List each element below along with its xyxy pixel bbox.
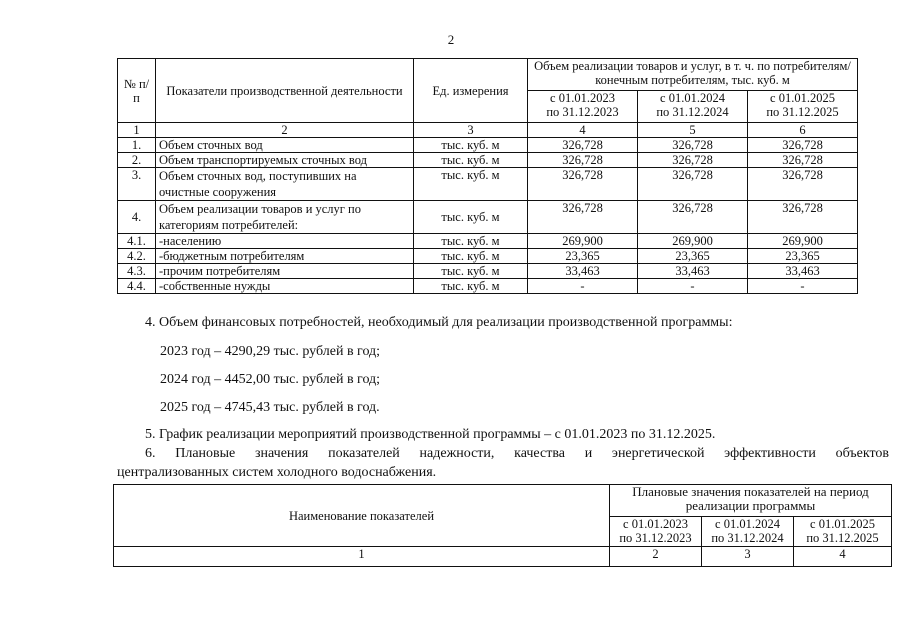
- row-num: 3.: [118, 168, 156, 201]
- table-row: [118, 153, 858, 168]
- row-unit: тыс. куб. м: [414, 153, 528, 168]
- row-name: Объем сточных вод, поступивших на очистные сооружения: [156, 168, 414, 201]
- table-row: [118, 138, 858, 153]
- row-value: 33,463: [528, 264, 638, 279]
- header-period-2023: с 01.01.2023 по 31.12.2023: [528, 91, 638, 123]
- section-6-line-2: централизованных систем холодного водоснабжения.: [117, 465, 437, 480]
- row-value: 326,728: [748, 138, 858, 153]
- section-5-text: 5. График реализации мероприятий производственной программы – с 01.01.2023 по 31.12.2025.: [145, 427, 716, 442]
- col-number: 4: [528, 123, 638, 138]
- row-name: Объем транспортируемых сточных вод: [156, 153, 414, 168]
- financial-need-2025: 2025 год – 4745,43 тыс. рублей в год.: [160, 400, 380, 415]
- row-name: -собственные нужды: [156, 279, 414, 294]
- row-num: 4.2.: [118, 249, 156, 264]
- header-period-2025: с 01.01.2025 по 31.12.2025: [794, 517, 892, 547]
- row-value: 326,728: [748, 201, 858, 234]
- row-unit: тыс. куб. м: [414, 264, 528, 279]
- table-row: [118, 234, 858, 249]
- row-unit: тыс. куб. м: [414, 249, 528, 264]
- row-name: -прочим потребителям: [156, 264, 414, 279]
- col-number: 2: [156, 123, 414, 138]
- row-value: 23,365: [528, 249, 638, 264]
- row-name: Объем сточных вод: [156, 138, 414, 153]
- col-number: 6: [748, 123, 858, 138]
- header-indicator: Показатели производственной деятельности: [156, 59, 414, 123]
- production-indicators-table: [117, 58, 858, 294]
- col-number: 1: [114, 547, 610, 567]
- table-row: [118, 249, 858, 264]
- row-num: 4.: [118, 201, 156, 234]
- row-value: 269,900: [748, 234, 858, 249]
- row-value: 33,463: [748, 264, 858, 279]
- section-4-title: 4. Объем финансовых потребностей, необходимый для реализации производственной программы:: [145, 315, 733, 330]
- row-unit: тыс. куб. м: [414, 168, 528, 201]
- table-row: [118, 201, 858, 234]
- row-value: 326,728: [638, 138, 748, 153]
- reliability-indicators-table: [113, 484, 892, 567]
- section-6-line-1: 6. Плановые значения показателей надежности, качества и энергетической эффективности объектов: [145, 446, 889, 461]
- row-num: 1.: [118, 138, 156, 153]
- row-value: 23,365: [748, 249, 858, 264]
- row-name: -бюджетным потребителям: [156, 249, 414, 264]
- row-name: Объем реализации товаров и услуг по категориям потребителей:: [156, 201, 414, 234]
- header-plan-values: Плановые значения показателей на период реализации программы: [610, 485, 892, 517]
- row-unit: тыс. куб. м: [414, 201, 528, 234]
- column-number-row: [114, 547, 892, 567]
- row-value: 326,728: [638, 153, 748, 168]
- row-value: 326,728: [638, 201, 748, 234]
- page-number: 2: [447, 32, 455, 47]
- header-volume: Объем реализации товаров и услуг, в т. ч. по потребителям/ конечным потребителям, тыс. куб. м: [528, 59, 858, 91]
- row-value: 269,900: [638, 234, 748, 249]
- row-unit: тыс. куб. м: [414, 138, 528, 153]
- col-number: 5: [638, 123, 748, 138]
- row-value: 33,463: [638, 264, 748, 279]
- row-value: 326,728: [528, 153, 638, 168]
- financial-need-2023: 2023 год – 4290,29 тыс. рублей в год;: [160, 344, 381, 359]
- col-number: 1: [118, 123, 156, 138]
- financial-need-2024: 2024 год – 4452,00 тыс. рублей в год;: [160, 372, 381, 387]
- row-num: 4.3.: [118, 264, 156, 279]
- col-number: 3: [702, 547, 794, 567]
- row-num: 4.1.: [118, 234, 156, 249]
- row-unit: тыс. куб. м: [414, 234, 528, 249]
- column-number-row: [118, 123, 858, 138]
- header-num: № п/п: [118, 59, 156, 123]
- row-value: 326,728: [528, 138, 638, 153]
- row-value: 326,728: [528, 201, 638, 234]
- row-value: -: [528, 279, 638, 294]
- row-value: 326,728: [748, 168, 858, 201]
- row-value: 326,728: [748, 153, 858, 168]
- row-num: 4.4.: [118, 279, 156, 294]
- row-value: 23,365: [638, 249, 748, 264]
- header-indicator-name: Наименование показателей: [114, 485, 610, 547]
- row-unit: тыс. куб. м: [414, 279, 528, 294]
- header-period-2024: с 01.01.2024 по 31.12.2024: [638, 91, 748, 123]
- row-name: -населению: [156, 234, 414, 249]
- row-value: -: [748, 279, 858, 294]
- row-value: 326,728: [638, 168, 748, 201]
- table-row: [118, 279, 858, 294]
- col-number: 4: [794, 547, 892, 567]
- table-row: [118, 168, 858, 201]
- col-number: 2: [610, 547, 702, 567]
- row-value: 269,900: [528, 234, 638, 249]
- col-number: 3: [414, 123, 528, 138]
- row-value: -: [638, 279, 748, 294]
- header-period-2025: с 01.01.2025 по 31.12.2025: [748, 91, 858, 123]
- header-period-2024: с 01.01.2024 по 31.12.2024: [702, 517, 794, 547]
- table-row: [118, 264, 858, 279]
- header-unit: Ед. измерения: [414, 59, 528, 123]
- row-num: 2.: [118, 153, 156, 168]
- header-period-2023: с 01.01.2023 по 31.12.2023: [610, 517, 702, 547]
- row-value: 326,728: [528, 168, 638, 201]
